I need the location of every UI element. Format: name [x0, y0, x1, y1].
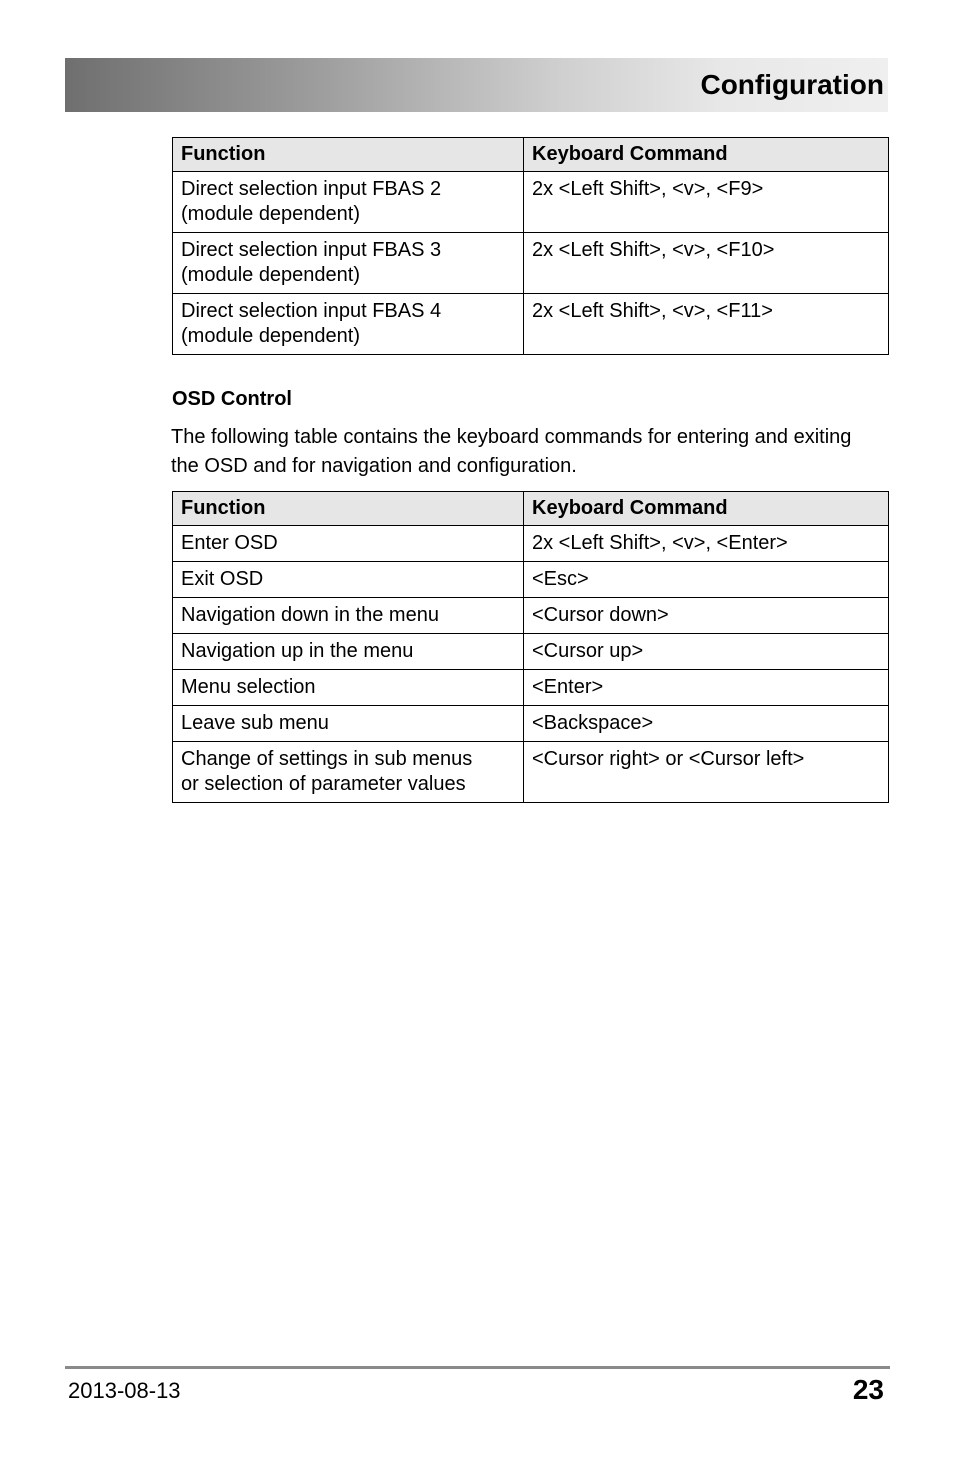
- table-row: [173, 670, 889, 706]
- function-cell: Direct selection input FBAS 4 (module dependent): [173, 294, 524, 355]
- table-row: [173, 706, 889, 742]
- function-cell: Leave sub menu: [173, 706, 524, 742]
- fbas-commands-table: [172, 137, 889, 355]
- table-row: [173, 562, 889, 598]
- command-cell: <Backspace>: [524, 706, 889, 742]
- page-title: Configuration: [700, 69, 884, 100]
- page-number: 23: [852, 1374, 884, 1405]
- command-cell: <Cursor up>: [524, 634, 889, 670]
- section-heading-osd-control: OSD Control: [172, 388, 292, 410]
- header-bar: [65, 58, 888, 112]
- command-cell: <Esc>: [524, 562, 889, 598]
- table-header-row: [173, 138, 889, 172]
- command-cell: <Cursor right> or <Cursor left>: [524, 742, 889, 803]
- table-row: [173, 233, 889, 294]
- function-cell: Direct selection input FBAS 3 (module dependent): [173, 233, 524, 294]
- function-cell: Navigation down in the menu: [173, 598, 524, 634]
- command-cell: 2x <Left Shift>, <v>, <F10>: [524, 233, 889, 294]
- footer-date: 2013-08-13: [68, 1378, 181, 1403]
- column-header-function: Function: [173, 138, 524, 172]
- function-cell: Navigation up in the menu: [173, 634, 524, 670]
- function-cell: Menu selection: [173, 670, 524, 706]
- table-row: [173, 526, 889, 562]
- table-row: [173, 634, 889, 670]
- function-cell: Change of settings in sub menus or selection of parameter values: [173, 742, 524, 803]
- command-cell: <Enter>: [524, 670, 889, 706]
- footer-divider: [65, 1366, 890, 1369]
- column-header-keyboard-command: Keyboard Command: [524, 492, 889, 526]
- column-header-function: Function: [173, 492, 524, 526]
- table-row: [173, 294, 889, 355]
- function-cell: Exit OSD: [173, 562, 524, 598]
- column-header-keyboard-command: Keyboard Command: [524, 138, 889, 172]
- function-cell: Direct selection input FBAS 2 (module dependent): [173, 172, 524, 233]
- command-cell: <Cursor down>: [524, 598, 889, 634]
- command-cell: 2x <Left Shift>, <v>, <F11>: [524, 294, 889, 355]
- table-row: [173, 172, 889, 233]
- command-cell: 2x <Left Shift>, <v>, <Enter>: [524, 526, 889, 562]
- table-row: [173, 598, 889, 634]
- command-cell: 2x <Left Shift>, <v>, <F9>: [524, 172, 889, 233]
- section-intro-paragraph: The following table contains the keyboard commands for entering and exiting the OSD and for navigation and configuration.: [171, 426, 852, 477]
- table-header-row: [173, 492, 889, 526]
- table-row: [173, 742, 889, 803]
- function-cell: Enter OSD: [173, 526, 524, 562]
- osd-commands-table: [172, 491, 889, 803]
